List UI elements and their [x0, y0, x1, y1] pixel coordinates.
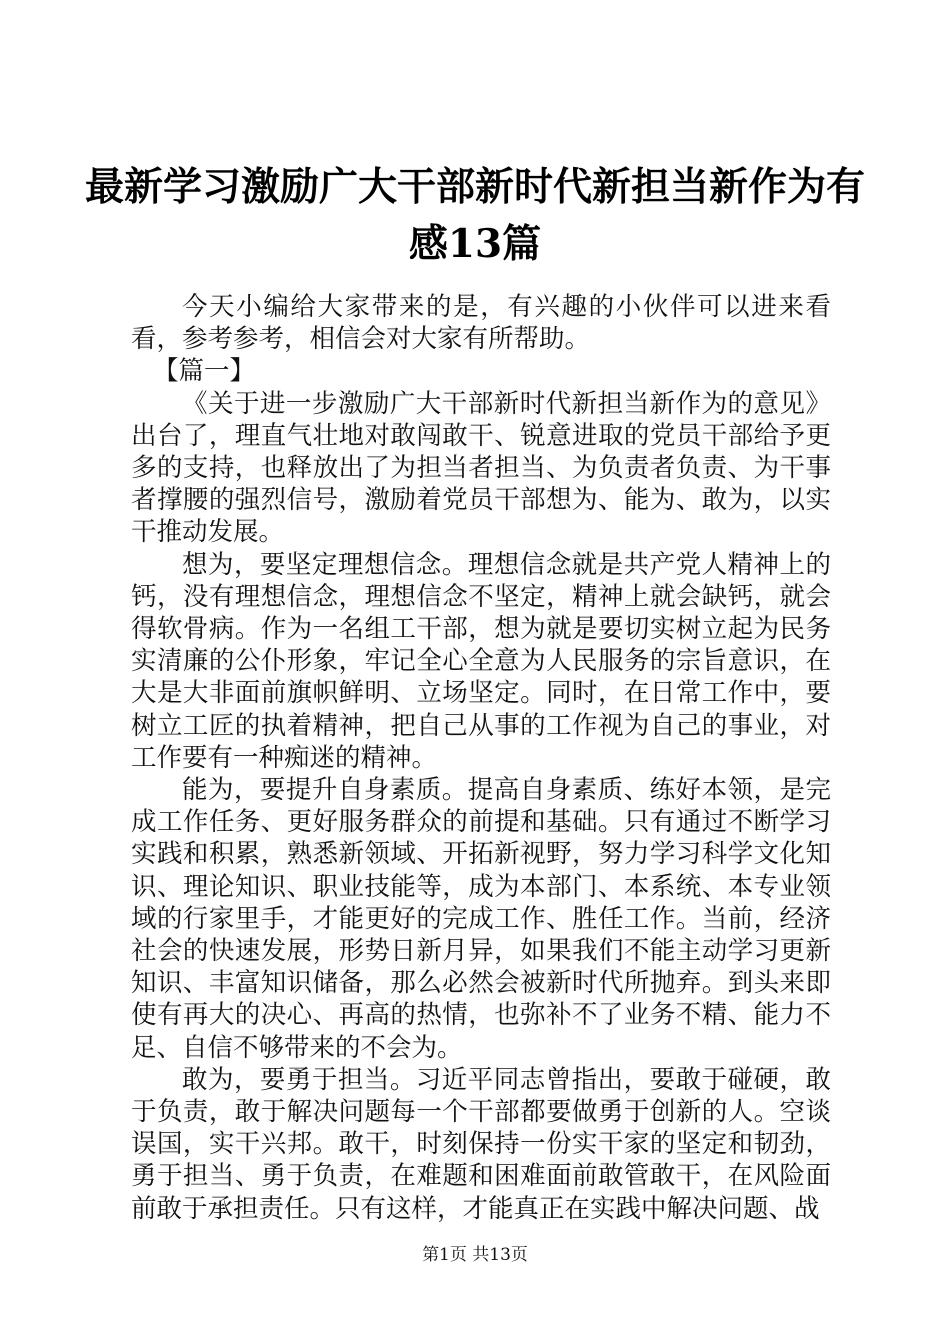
- section-heading: 【篇一】: [153, 356, 256, 387]
- document-title-line-2: 感13篇: [408, 221, 542, 267]
- body-paragraph-1: 《关于进一步激励广大干部新时代新担当新作为的意见》出台了，理直气壮地对敢闯敢干、锐意进取的党员干部给予更多的支持，也释放出了为担当者担当、为负责者负责、为干事者撑腰的强烈信号，激励着党员干部想为、能为、敢为，以实干推动发展。: [131, 388, 831, 548]
- page-footer: 第1页 共13页: [422, 1245, 528, 1265]
- document-title-line-1: 最新学习激励广大干部新时代新担当新作为有: [84, 164, 865, 210]
- document-body: [131, 291, 831, 1225]
- body-paragraph-2: 想为，要坚定理想信念。理想信念就是共产党人精神上的钙，没有理想信念，理想信念不坚定，精神上就会缺钙，就会得软骨病。作为一名组工干部，想为就是要切实树立起为民务实清廉的公仆形象，牢记全心全意为人民服务的宗旨意识，在大是大非面前旗帜鲜明、立场坚定。同时，在日常工作中，要树立工匠的执着精神，把自己从事的工作视为自己的事业，对工作要有一种痴迷的精神。: [131, 549, 831, 773]
- body-paragraph-3: 能为，要提升自身素质。提高自身素质、练好本领，是完成工作任务、更好服务群众的前提和基础。只有通过不断学习实践和积累，熟悉新领域、开拓新视野，努力学习科学文化知识、理论知识、职业技能等，成为本部门、本系统、本专业领域的行家里手，才能更好的完成工作、胜任工作。当前，经济社会的快速发展，形势日新月异，如果我们不能主动学习更新知识、丰富知识储备，那么必然会被新时代所抛弃。到头来即使有再大的决心、再高的热情，也弥补不了业务不精、能力不足、自信不够带来的不会为。: [131, 775, 831, 1063]
- body-paragraph-4: 敢为，要勇于担当。习近平同志曾指出，要敢于碰硬，敢于负责，敢于解决问题每一个干部都要做勇于创新的人。空谈误国，实干兴邦。敢干，时刻保持一份实干家的坚定和韧劲，勇于担当、勇于负责，在难题和困难面前敢管敢干，在风险面前敢于承担责任。只有这样，才能真正在实践中解决问题、战: [131, 1064, 831, 1224]
- intro-paragraph: 今天小编给大家带来的是，有兴趣的小伙伴可以进来看看，参考参考，相信会对大家有所帮助。: [131, 292, 831, 355]
